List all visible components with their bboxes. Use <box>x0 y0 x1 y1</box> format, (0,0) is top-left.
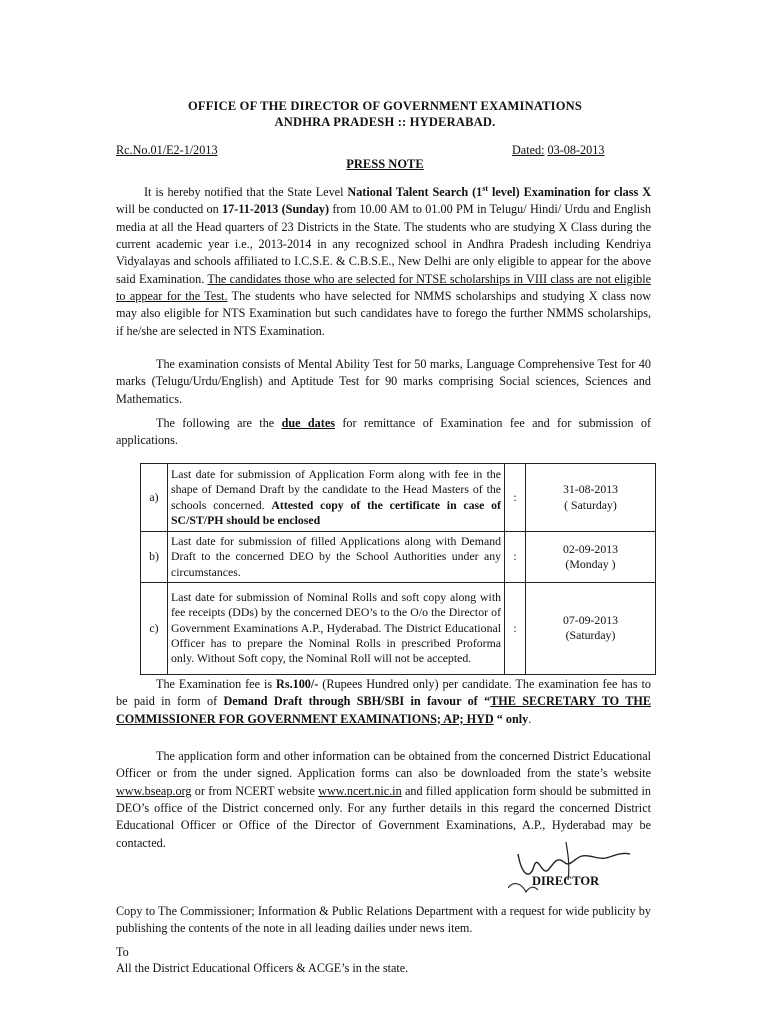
copy-note: Copy to The Commissioner; Information & Public Relations Department with a request for wide publicity by publishing the contents of the note in all leading dailies under news item. <box>116 904 651 936</box>
recipients: All the District Educational Officers & ACGE’s in the state. <box>116 961 409 975</box>
reference-number: Rc.No.01/E2-1/2013 <box>116 143 218 157</box>
dated: Dated: 03-08-2013 <box>512 143 605 157</box>
table-row: b) Last date for submission of filled Applications along with Demand Draft to the concerned DEO by the School Authorities under any circumstances. : 02-09-2013 (Monday ) <box>141 532 656 583</box>
bseap-link[interactable]: www.bseap.org <box>116 783 192 798</box>
due-dates-table <box>140 463 656 675</box>
paragraph-application-info: The application form and other information can be obtained from the concerned District Educational Officer or from the under signed. Application forms can also be downloaded from the state’s website www.bseap.org or from NCERT website www.ncert.nic.in and filled application form should be submitted in DEO’s office of the District concerned only. For any further details in this regard the concerned District Educational Officer or Office of the Director of Government Examinations, A.P., Hyderabad may be contacted. <box>116 749 651 850</box>
page-title: PRESS NOTE <box>346 157 424 171</box>
paragraph-exam-fee: The Examination fee is Rs.100/- (Rupees Hundred only) per candidate. The examination fee has to be paid in form of Demand Draft through SBH/SBI in favour of “THE SECRETARY TO THE COMMISSIONER FOR GOVERNMENT EXAMINATIONS; AP; HYD “ only. <box>116 677 652 726</box>
office-line-1: OFFICE OF THE DIRECTOR OF GOVERNMENT EXAMINATIONS <box>187 99 583 113</box>
table-row: a) Last date for submission of Application Form along with fee in the shape of Demand Draft by the candidate to the Head Masters of the schools concerned. Attested copy of the certificate in case of SC/ST/PH should be enclosed : 31-08-2013 ( Saturday) <box>141 464 656 532</box>
paragraph-notification: It is hereby notified that the State Level National Talent Search (1st level) Examination for class X will be conducted on 17-11-2013 (Sunday) from 10.00 AM to 01.00 PM in Telugu/ Hindi/ Urdu and English media at all the Head quarters of 23 Districts in the State. The students who are studying X Class during the current academic year i.e., 2013-2014 in any recognized school in Andhra Pradesh including Kendriya Vidyalayas and schools affiliated to I.C.S.E. & C.B.S.E., New Delhi are only eligible to appear for the above said Examination. The candidates those who are selected for NTSE scholarships in VIII class are not eligible to appear for the Test. The students who have selected for NMMS scholarships and studying X class now may also eligible for NTS Examination but such candidates have to forego the further NMMS scholarships, if he/she are selected in NTS Examination. <box>116 183 651 338</box>
paragraph-exam-structure: The examination consists of Mental Ability Test for 50 marks, Language Comprehensive Test for 40 marks (Telugu/Urdu/English) and Aptitude Test for 90 marks comprising Social sciences, Sciences and Mathematics. <box>116 357 651 406</box>
office-line-2: ANDHRA PRADESH :: HYDERABAD. <box>274 115 496 130</box>
table-row: c) Last date for submission of Nominal Rolls and soft copy along with fee receipts (DDs) by the concerned DEO’s to the O/o the Director of Government Examinations A.P., Hyderabad. The District Educational Officer has to prepare the Nominal Rolls in prescribed Proforma only. Without Soft copy, the Nominal Roll will not be accepted. : 07-09-2013 (Saturday) <box>141 582 656 674</box>
paragraph-due-dates-intro: The following are the due dates for remittance of Examination fee and for submission of applications. <box>116 416 651 448</box>
director-designation: DIRECTOR <box>532 874 600 888</box>
ncert-link[interactable]: www.ncert.nic.in <box>318 783 402 798</box>
to-label: To <box>116 945 129 959</box>
office-header <box>0 98 770 131</box>
